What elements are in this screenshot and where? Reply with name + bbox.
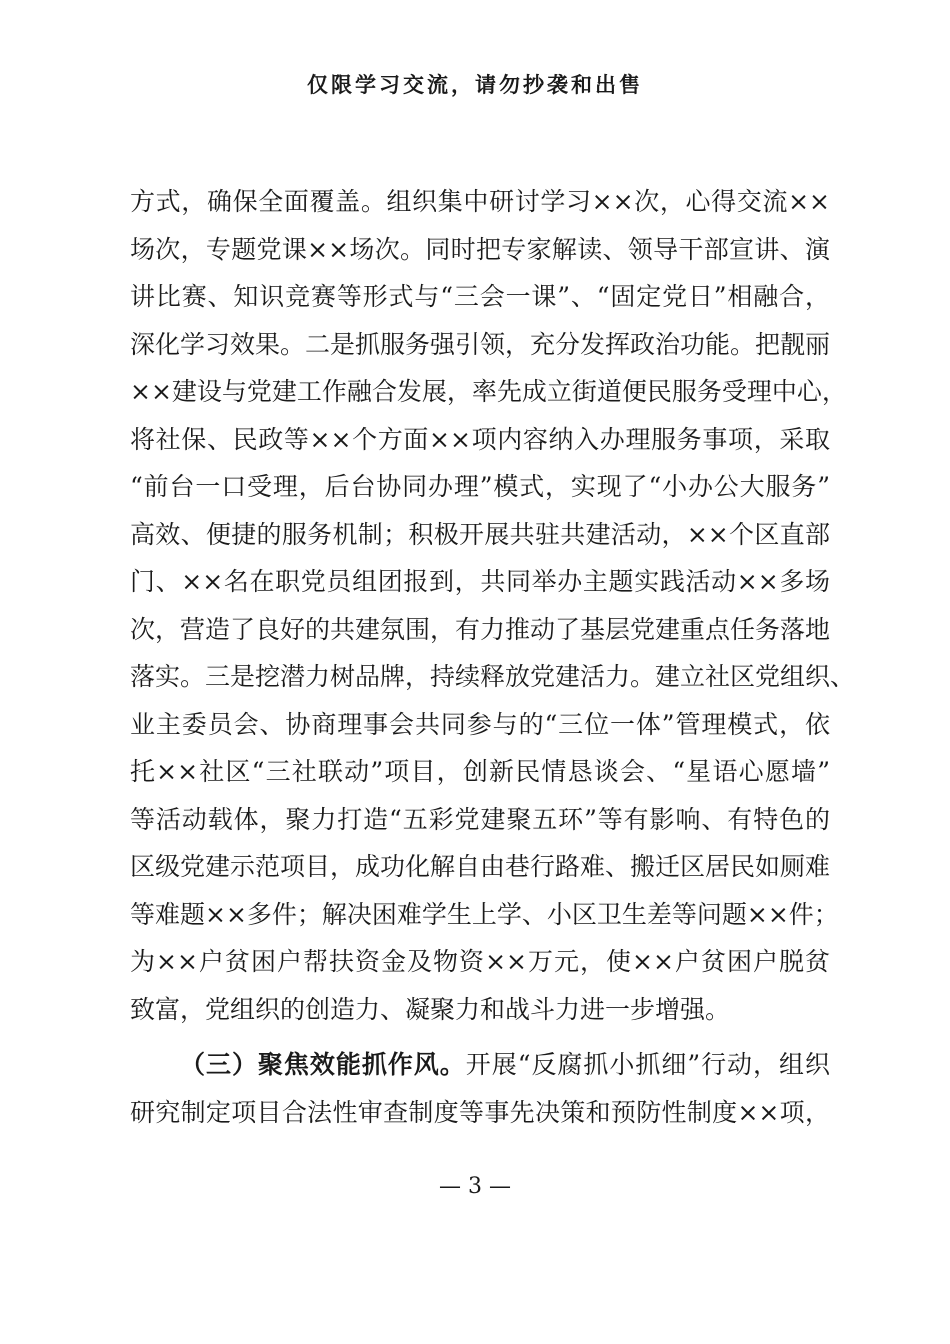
text-line: 研究制定项目合法性审查制度等事先决策和预防性制度××项， xyxy=(130,1097,830,1127)
text-line: 托××社区“三社联动”项目，创新民情恳谈会、“星语心愿墙” xyxy=(130,757,830,786)
paragraph-1 xyxy=(130,178,856,1033)
paragraph-2 xyxy=(130,1041,830,1136)
text-line: 业主委员会、协商理事会共同参与的“三位一体”管理模式，依 xyxy=(130,709,830,739)
text-line: 将社保、民政等××个方面××项内容纳入办理服务事项，采取 xyxy=(130,424,830,454)
text-line: 门、××名在职党员组团报到，共同举办主题实践活动××多场 xyxy=(130,567,830,596)
text-line xyxy=(130,1041,830,1089)
page-number: — 3 — xyxy=(439,1174,511,1199)
text-line: 场次，专题党课××场次。同时把专家解读、领导干部宣讲、演 xyxy=(130,234,830,264)
header-notice: 仅限学习交流，请勿抄袭和出售 xyxy=(307,72,643,97)
text-line: 方式，确保全面覆盖。组织集中研讨学习××次，心得交流×× xyxy=(130,187,830,216)
paragraph-spacer xyxy=(130,1033,830,1041)
text-line: 深化学习效果。二是抓服务强引领，充分发挥政治功能。把靓丽 xyxy=(130,329,831,359)
text-line: 等难题××多件；解决困难学生上学、小区卫生差等问题××件； xyxy=(130,899,839,929)
text-line: 区级党建示范项目，成功化解自由巷行路难、搬迁区居民如厕难 xyxy=(130,852,831,881)
text-run: 开展“反腐抓小抓细”行动，组织 xyxy=(465,1050,830,1079)
text-line: 致富，党组织的创造力、凝聚力和战斗力进一步增强。 xyxy=(130,994,731,1024)
text-line: 讲比赛、知识竞赛等形式与“三会一课”、“固定党日”相融合， xyxy=(130,282,830,311)
document-body xyxy=(130,178,856,1136)
text-line: 落实。三是挖潜力树品牌，持续释放党建活力。建立社区党组织、 xyxy=(130,662,856,691)
text-line: ××建设与党建工作融合发展，率先成立街道便民服务受理中心， xyxy=(130,377,847,406)
text-line: 等活动载体，聚力打造“五彩党建聚五环”等有影响、有特色的 xyxy=(130,804,830,834)
text-line: 为××户贫困户帮扶资金及物资××万元，使××户贫困户脱贫 xyxy=(130,947,830,976)
text-line: “前台一口受理，后台协同办理”模式，实现了“小办公大服务” xyxy=(130,472,830,501)
text-line: 高效、便捷的服务机制；积极开展共驻共建活动，××个区直部 xyxy=(130,519,830,549)
section-heading: （三）聚焦效能抓作风。 xyxy=(180,1050,466,1079)
text-line: 次，营造了良好的共建氛围，有力推动了基层党建重点任务落地 xyxy=(130,614,831,644)
